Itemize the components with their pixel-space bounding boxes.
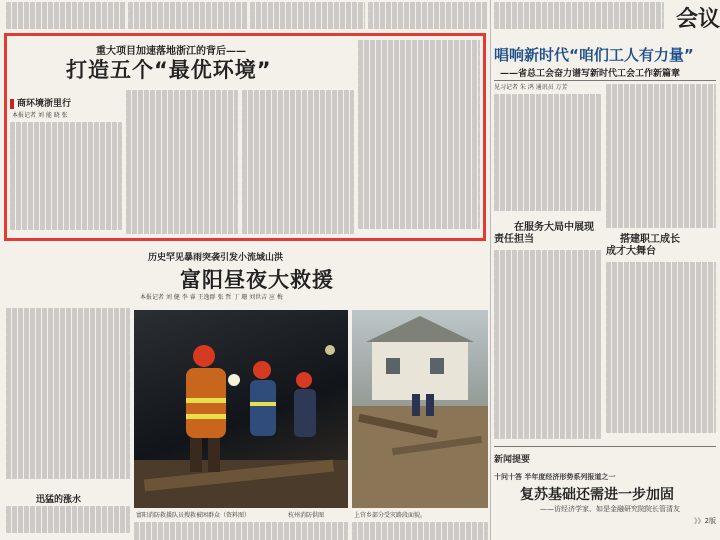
right-item3-title: [606, 234, 680, 258]
rescue-scene-illustration: [134, 310, 348, 508]
rescuer-figure: [294, 372, 316, 437]
feature-col-1: [10, 122, 122, 234]
center-divider: [490, 0, 491, 540]
news-review-page-ref: 》》2版: [694, 517, 716, 525]
right-subhead: ——省总工会奋力谱写新时代工会工作新篇章: [500, 69, 681, 79]
photo-caption-3: 上官乡部分受灾路段面貌。: [354, 512, 427, 519]
story-byline: 本报记者 刘 健 李 睿 王逸群 张 哲 丁 珊 刘世吉 应 梅: [140, 294, 283, 301]
feature-col-2: [126, 90, 238, 236]
right-col-4: [606, 262, 716, 440]
section-bar-icon: [10, 99, 14, 109]
story-col-left: [6, 308, 130, 486]
story-section-left: 迅猛的涨水: [36, 495, 82, 505]
feature-kicker: 重大项目加速落地浙江的背后——: [96, 46, 246, 57]
rescuer-figure: [250, 361, 276, 436]
section-label-text: 商环境浙里行: [17, 99, 72, 109]
photo-caption-1: 富阳消防救援队员搜救被困群众（资料图）: [136, 512, 251, 519]
right-col-3: [494, 250, 602, 440]
rescue-photo: [134, 310, 348, 508]
news-review-line: 十问十答 半年度经济形势系列报道之一: [494, 473, 616, 481]
item2-title-line-1: 在服务大局中展现: [514, 222, 594, 233]
right-item2-title: [494, 222, 594, 246]
top-mid-text: [128, 2, 248, 32]
rescuer-figure: [186, 345, 240, 472]
corner-title: 会议: [676, 7, 720, 32]
news-review-rule: [494, 446, 716, 447]
feature-col-4: [358, 40, 480, 236]
right-top-text: [494, 2, 664, 32]
flood-scene-illustration: [352, 310, 488, 508]
feature-byline: 本报记者 刘 能 晓 张: [12, 112, 68, 119]
top-mid2-text: [250, 2, 365, 32]
story-kicker: 历史罕见暴雨突袭引发小流域山洪: [148, 253, 284, 263]
flood-damage-photo: [352, 310, 488, 508]
news-review-headline: 复苏基础还需进一步加固: [520, 487, 674, 503]
right-rule: [494, 80, 716, 81]
item3-title-line-1: 搭建职工成长: [620, 234, 680, 245]
right-col-1: [494, 94, 602, 212]
right-headline: 唱响新时代“咱们工人有力量”: [494, 46, 694, 64]
right-byline: 见习记者 朱 鸿 通讯员 万芳: [494, 84, 568, 91]
item2-title-line-2: 责任担当: [494, 234, 534, 245]
top-left-text: [6, 2, 126, 32]
top-mid3-text: [368, 2, 488, 32]
story-headline: 富阳昼夜大救援: [180, 268, 334, 292]
story-col-mid-bottom: [134, 522, 348, 540]
photo-caption-2: 杭州消防供图: [288, 512, 325, 519]
news-review-subhead: ——访经济学家、如是金融研究院院长管清友: [540, 505, 680, 513]
story-col-left-bottom: [6, 506, 130, 536]
item3-title-line-2: 成才大舞台: [606, 246, 656, 257]
story-col-right-bottom: [352, 522, 488, 540]
feature-headline: 打造五个“最优环境”: [66, 58, 272, 82]
feature-section-label: [10, 96, 71, 109]
right-col-2: [606, 84, 716, 230]
news-review-label: 新闻提要: [494, 455, 531, 465]
feature-col-3: [242, 90, 354, 236]
